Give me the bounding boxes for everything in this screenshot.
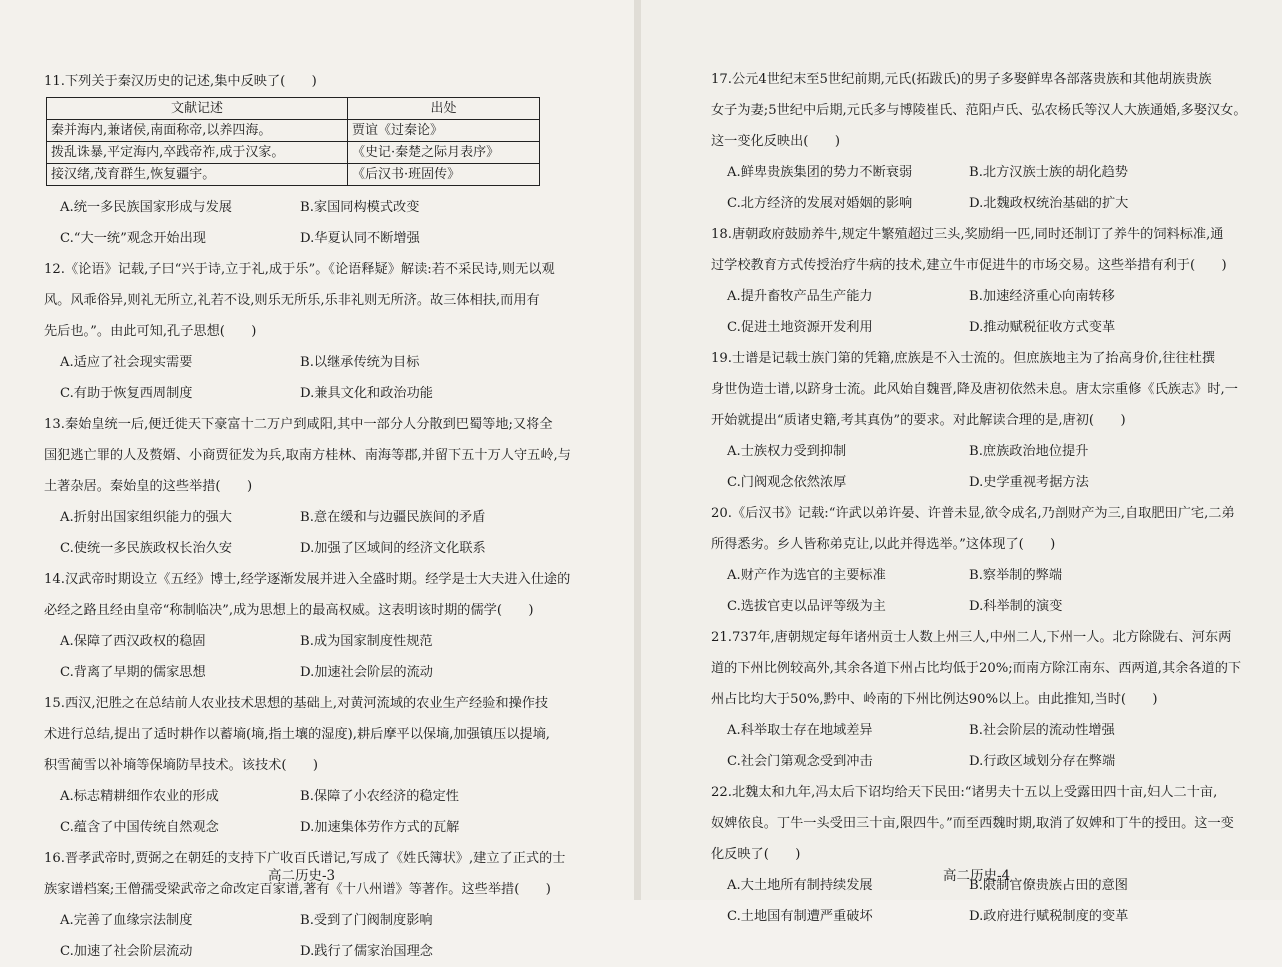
question-19-options [711, 436, 1231, 498]
option-d: D.推动赋税征收方式变革 [969, 320, 1116, 335]
question-stem-line: 17.公元4世纪末至5世纪前期,元氏(拓跋氏)的男子多娶鲜卑各部落贵族和其他胡族贵族 [711, 72, 1212, 87]
option-d: D.史学重视考据方法 [969, 475, 1089, 490]
question-11-stem: 11.下列关于秦汉历史的记述,集中反映了( ) [44, 74, 317, 89]
question-stem-line: 22.北魏太和九年,冯太后下诏均给天下民田:“诸男夫十五以上受露田四十亩,妇人二十亩, [711, 785, 1218, 800]
question-17 [711, 64, 1247, 219]
option-c: C.蕴含了中国传统自然观念 [60, 820, 219, 835]
option-d: D.践行了儒家治国理念 [300, 944, 433, 959]
question-18-options [711, 281, 1231, 343]
question-stem-line: 风。风乖俗异,则礼无所立,礼若不设,则乐无所乐,乐非礼则无所济。故三体相扶,而用有 [44, 293, 540, 308]
option-b: B.北方汉族士族的胡化趋势 [969, 165, 1128, 180]
table-row [47, 142, 540, 164]
question-17-options [711, 157, 1231, 219]
option-c: C.北方经济的发展对婚姻的影响 [727, 196, 913, 211]
option-d: D.加强了区域间的经济文化联系 [300, 541, 486, 556]
question-11 [44, 66, 584, 254]
question-15-options [44, 781, 584, 843]
page-footer-right: 高二历史-4 [943, 868, 1011, 884]
question-stem-line: 14.汉武帝时期设立《五经》博士,经学逐渐发展并进入全盛时期。经学是士大夫进入仕途的 [44, 572, 571, 587]
option-b: B.庶族政治地位提升 [969, 444, 1089, 459]
question-16 [44, 843, 584, 967]
question-stem-line: 20.《后汉书》记载:“许武以弟许晏、许普未显,欲令成名,乃剖财产为三,自取肥田广宅,二弟 [711, 506, 1235, 521]
question-stem-line: 女子为妻;5世纪中后期,元氏多与博陵崔氏、范阳卢氏、弘农杨氏等汉人大族通婚,多娶汉女。 [711, 103, 1247, 118]
option-d: D.行政区域划分存在弊端 [969, 754, 1116, 769]
option-a: A.适应了社会现实需要 [60, 355, 193, 370]
question-stem-line: 21.737年,唐朝规定每年诸州贡士人数上州三人,中州二人,下州一人。北方除陇右、河东两 [711, 630, 1232, 645]
table-row [47, 164, 540, 186]
option-d: D.政府进行赋税制度的变革 [969, 909, 1129, 924]
question-11-options [44, 192, 584, 254]
table-cell: 拨乱诛暴,平定海内,卒践帝祚,成于汉家。 [47, 142, 348, 164]
table-cell: 接汉绪,茂育群生,恢复疆宇。 [47, 164, 348, 186]
question-20 [711, 498, 1235, 622]
table-cell: 秦并海内,兼诸侯,南面称帝,以养四海。 [47, 120, 348, 142]
question-16-options [44, 905, 584, 967]
exam-page-left [0, 0, 634, 959]
option-c: C.有助于恢复西周制度 [60, 386, 193, 401]
question-stem-line: 15.西汉,汜胜之在总结前人农业技术思想的基础上,对黄河流域的农业生产经验和操作技 [44, 696, 549, 711]
option-d: D.加速社会阶层的流动 [300, 665, 433, 680]
option-a: A.标志精耕细作农业的形成 [60, 789, 219, 804]
table-header-record: 文献记述 [47, 98, 348, 120]
question-19 [711, 343, 1238, 498]
option-a: A.财产作为选官的主要标准 [727, 568, 886, 583]
question-stem-line: 19.士谱是记载士族门第的凭籍,庶族是不入士流的。但庶族地主为了抬高身价,往往杜撰 [711, 351, 1216, 366]
table-header-source: 出处 [348, 98, 540, 120]
table-header-row [47, 98, 540, 120]
option-b: B.成为国家制度性规范 [300, 634, 433, 649]
option-b: B.社会阶层的流动性增强 [969, 723, 1115, 738]
option-b: B.意在缓和与边疆民族间的矛盾 [300, 510, 486, 525]
question-15 [44, 688, 584, 843]
option-d: D.华夏认同不断增强 [300, 231, 420, 246]
question-stem-line: 先后也。”。由此可知,孔子思想( ) [44, 324, 257, 339]
question-13-options [44, 502, 584, 564]
question-stem-line: 16.晋孝武帝时,贾弼之在朝廷的支持下广收百氏谱记,写成了《姓氏簿状》,建立了正式的士 [44, 851, 566, 866]
option-a: A.鲜卑贵族集团的势力不断衰弱 [727, 165, 913, 180]
question-stem-line: 道的下州比例较高外,其余各道下州占比均低于20%;而南方除江南东、西两道,其余各道的下 [711, 661, 1242, 676]
option-c: C.选拔官吏以品评等级为主 [727, 599, 886, 614]
option-b: B.限制官僚贵族占田的意图 [969, 878, 1128, 893]
option-c: C.促进土地资源开发利用 [727, 320, 873, 335]
question-stem-line: 国犯逃亡罪的人及赘婿、小商贾征发为兵,取南方桂林、南海等郡,并留下五十万人守五岭,与 [44, 448, 571, 463]
question-stem-line: 术进行总结,提出了适时耕作以蓄墒(墒,指土壤的湿度),耕后摩平以保墒,加强镇压以提墒, [44, 727, 550, 742]
left-page-content [44, 66, 584, 967]
question-stem-line: 积雪蔺雪以补墒等保墒防旱技术。该技术( ) [44, 758, 319, 773]
option-a: A.完善了血缘宗法制度 [60, 913, 193, 928]
option-d: D.北魏政权统治基础的扩大 [969, 196, 1129, 211]
question-stem-line: 过学校教育方式传授治疗牛病的技术,建立牛市促进牛的市场交易。这些举措有利于( ) [711, 258, 1227, 273]
option-b: B.受到了门阀制度影响 [300, 913, 433, 928]
option-d: D.科举制的演变 [969, 599, 1063, 614]
question-12 [44, 254, 584, 409]
option-a: A.士族权力受到抑制 [727, 444, 847, 459]
option-a: A.统一多民族国家形成与发展 [60, 200, 232, 215]
option-a: A.提升畜牧产品生产能力 [727, 289, 873, 304]
question-14-options [44, 626, 584, 688]
question-21-options [711, 715, 1231, 777]
question-21 [711, 622, 1242, 777]
question-stem-line: 所得悉劣。乡人皆称弟克让,以此并得选举。”这体现了( ) [711, 537, 1056, 552]
page-footer-left: 高二历史-3 [268, 868, 336, 884]
option-d: D.兼具文化和政治功能 [300, 386, 433, 401]
option-c: C.门阀观念依然浓厚 [727, 475, 847, 490]
option-d: D.加速集体劳作方式的瓦解 [300, 820, 460, 835]
question-stem-line: 开始就提出“质诸史籍,考其真伪”的要求。对此解读合理的是,唐初( ) [711, 413, 1126, 428]
option-b: B.保障了小农经济的稳定性 [300, 789, 459, 804]
question-stem-line: 奴婢依良。丁牛一头受田三十亩,限四牛。”而至西魏时期,取消了奴婢和丁牛的授田。这一变 [711, 816, 1234, 831]
option-c: C.社会门第观念受到冲击 [727, 754, 873, 769]
option-a: A.保障了西汉政权的稳固 [60, 634, 206, 649]
question-18 [711, 219, 1231, 343]
table-cell: 《后汉书·班固传》 [348, 164, 540, 186]
table-row [47, 120, 540, 142]
option-c: C.背离了早期的儒家思想 [60, 665, 206, 680]
question-stem-line: 土著杂居。秦始皇的这些举措( ) [44, 479, 253, 494]
question-stem-line: 身世伪造士谱,以跻身士流。此风始自魏晋,降及唐初依然未息。唐太宗重修《氏族志》时,一 [711, 382, 1238, 397]
question-stem-line: 18.唐朝政府鼓励养牛,规定牛繁殖超过三头,奖励绢一匹,同时还制订了养牛的饲料标准,通 [711, 227, 1224, 242]
table-cell: 贾谊《过秦论》 [348, 120, 540, 142]
option-b: B.以继承传统为目标 [300, 355, 420, 370]
question-stem-line: 族家谱档案;王僧孺受梁武帝之命改定百家谱,著有《十八州谱》等著作。这些举措( ) [44, 882, 551, 897]
option-b: B.加速经济重心向南转移 [969, 289, 1115, 304]
option-c: C.土地国有制遭严重破坏 [727, 909, 873, 924]
page-gutter [634, 0, 641, 900]
question-11-source-table [46, 97, 540, 186]
option-b: B.家国同构模式改变 [300, 200, 420, 215]
option-b: B.察举制的弊端 [969, 568, 1063, 583]
question-14 [44, 564, 584, 688]
question-stem-line: 州占比均大于50%,黔中、岭南的下州比例达90%以上。由此推知,当时( ) [711, 692, 1158, 707]
question-stem-line: 12.《论语》记载,子曰“兴于诗,立于礼,成于乐”。《论语释疑》解读:若不采民诗,则无以观 [44, 262, 555, 277]
question-stem-line: 这一变化反映出( ) [711, 134, 840, 149]
right-page-content [711, 64, 1247, 932]
option-a: A.科举取士存在地域差异 [727, 723, 873, 738]
question-stem-line: 必经之路且经由皇帝“称制临决”,成为思想上的最高权威。这表明该时期的儒学( ) [44, 603, 534, 618]
option-c: C.“大一统”观念开始出现 [60, 231, 206, 246]
question-13 [44, 409, 584, 564]
question-stem-line: 化反映了( ) [711, 847, 801, 862]
option-a: A.大土地所有制持续发展 [727, 878, 873, 893]
question-12-options [44, 347, 584, 409]
option-c: C.加速了社会阶层流动 [60, 944, 193, 959]
exam-page-right [641, 0, 1282, 924]
question-stem-line: 13.秦始皇统一后,便迁徙天下豪富十二万户到咸阳,其中一部分人分散到巴蜀等地;又将全 [44, 417, 553, 432]
option-a: A.折射出国家组织能力的强大 [60, 510, 232, 525]
question-22 [711, 777, 1234, 932]
table-cell: 《史记·秦楚之际月表序》 [348, 142, 540, 164]
question-20-options [711, 560, 1231, 622]
option-c: C.使统一多民族政权长治久安 [60, 541, 233, 556]
